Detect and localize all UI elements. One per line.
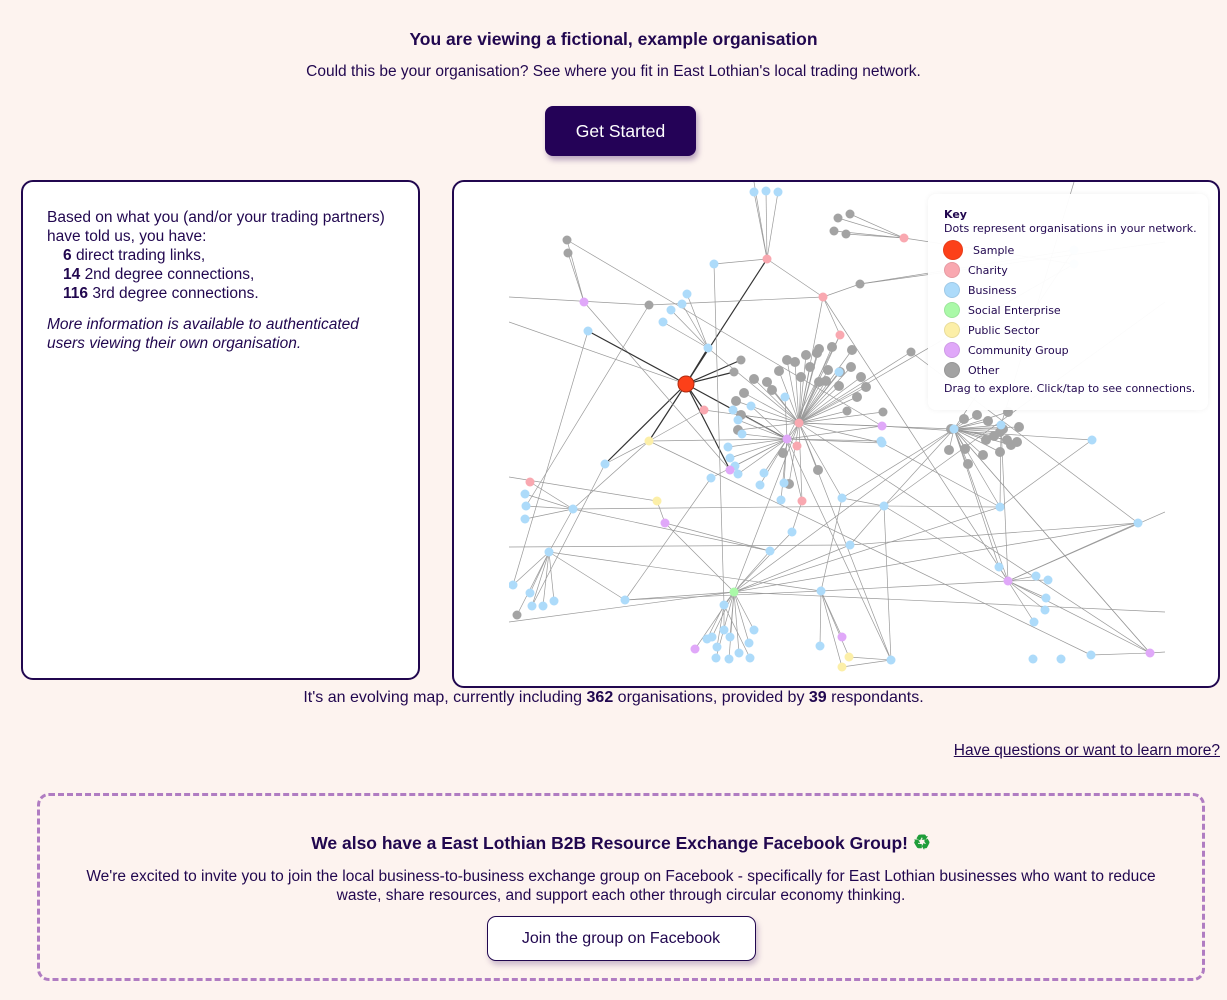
business-node[interactable] <box>734 416 743 425</box>
join-facebook-group-button[interactable]: Join the group on Facebook <box>487 916 756 961</box>
summary-middle: organisations, provided by <box>617 689 805 706</box>
business-node[interactable] <box>1029 655 1038 664</box>
other-node[interactable] <box>1012 437 1022 447</box>
business-node[interactable] <box>1032 572 1041 581</box>
business-node[interactable] <box>720 626 729 635</box>
business-node[interactable] <box>887 656 896 665</box>
network-graph-card[interactable] <box>452 180 1220 688</box>
business-node[interactable] <box>545 548 554 557</box>
page-subtitle: Could this be your organisation? See where you fit in East Lothian's local trading network. <box>306 63 921 80</box>
other-node[interactable] <box>821 376 831 386</box>
other-node[interactable] <box>879 408 888 417</box>
auth-note: More information is available to authenticated users viewing their own organisation. <box>47 316 359 352</box>
business-node[interactable] <box>621 596 630 605</box>
stat-value: 14 <box>63 266 81 283</box>
business-node[interactable] <box>712 654 721 663</box>
other-node[interactable] <box>959 414 969 424</box>
business-node[interactable] <box>816 642 825 651</box>
business-node[interactable] <box>521 490 530 499</box>
other-node[interactable] <box>823 365 833 375</box>
business-node[interactable] <box>522 502 531 511</box>
other-node[interactable] <box>960 444 970 454</box>
graph-key <box>928 194 1208 410</box>
public-node[interactable] <box>645 437 654 446</box>
business-node[interactable] <box>521 515 530 524</box>
key-item-sample <box>944 240 1208 260</box>
business-dot-icon <box>944 282 960 298</box>
other-node[interactable] <box>856 280 865 289</box>
stat-value: 116 <box>63 285 89 302</box>
key-item-community-group <box>944 340 1208 360</box>
get-started-button[interactable]: Get Started <box>545 106 696 156</box>
other-node[interactable] <box>842 230 851 239</box>
business-node[interactable] <box>781 393 790 402</box>
business-node[interactable] <box>1041 606 1050 615</box>
business-node[interactable] <box>1042 594 1051 603</box>
other-node[interactable] <box>812 348 822 358</box>
key-label: Community Group <box>968 343 1069 357</box>
facebook-promo-title-text: We also have a East Lothian B2B Resource Exchange Facebook Group! <box>311 833 908 853</box>
business-node[interactable] <box>846 541 855 550</box>
community-node[interactable] <box>783 435 792 444</box>
other-node[interactable] <box>852 392 862 402</box>
community-node[interactable] <box>580 298 589 307</box>
key-label: Sample <box>973 243 1015 257</box>
other-node[interactable] <box>846 210 855 219</box>
other-node[interactable] <box>564 249 573 258</box>
business-node[interactable] <box>1044 576 1053 585</box>
other-node[interactable] <box>778 448 788 458</box>
other-node[interactable] <box>963 459 973 469</box>
connections-summary-card <box>21 180 420 680</box>
business-node[interactable] <box>720 601 729 610</box>
stat-3rd-degree <box>47 284 394 303</box>
business-node[interactable] <box>1088 436 1097 445</box>
business-node[interactable] <box>526 589 535 598</box>
summary-prefix: It's an evolving map, currently including <box>303 689 583 706</box>
summary-suffix: respondants. <box>831 689 924 706</box>
social-enterprise-dot-icon <box>944 302 960 318</box>
other-node[interactable] <box>749 374 759 384</box>
other-node[interactable] <box>983 416 993 426</box>
charity-dot-icon <box>944 262 960 278</box>
key-label: Business <box>968 283 1017 297</box>
business-node[interactable] <box>725 655 734 664</box>
other-node[interactable] <box>731 396 741 406</box>
business-node[interactable] <box>550 597 559 606</box>
recycle-icon: ♻ <box>912 832 931 854</box>
business-node[interactable] <box>726 633 735 642</box>
key-label: Other <box>968 363 1000 377</box>
charity-node[interactable] <box>819 293 828 302</box>
key-label: Public Sector <box>968 323 1040 337</box>
business-node[interactable] <box>878 439 887 448</box>
other-node[interactable] <box>827 342 837 352</box>
business-node[interactable] <box>817 587 826 596</box>
business-node[interactable] <box>747 402 756 411</box>
other-node[interactable] <box>856 372 866 382</box>
other-node[interactable] <box>846 362 856 372</box>
community-node[interactable] <box>838 633 847 642</box>
key-item-charity <box>944 260 1208 280</box>
community-node[interactable] <box>1146 649 1155 658</box>
key-label: Social Enterprise <box>968 303 1061 317</box>
business-node[interactable] <box>777 496 786 505</box>
business-node[interactable] <box>1087 651 1096 660</box>
stat-direct-links <box>47 246 394 265</box>
business-node[interactable] <box>838 494 847 503</box>
business-node[interactable] <box>584 327 593 336</box>
business-node[interactable] <box>756 481 765 490</box>
business-node[interactable] <box>774 188 783 197</box>
community-node[interactable] <box>878 422 887 431</box>
business-node[interactable] <box>835 368 844 377</box>
sample-node[interactable] <box>678 376 694 392</box>
social-node[interactable] <box>730 588 739 597</box>
charity-node[interactable] <box>900 234 909 243</box>
business-node[interactable] <box>996 503 1005 512</box>
business-node[interactable] <box>726 454 735 463</box>
business-node[interactable] <box>750 626 759 635</box>
business-node[interactable] <box>713 643 722 652</box>
key-hint: Drag to explore. Click/tap to see connections. <box>944 382 1196 395</box>
other-node[interactable] <box>978 450 988 460</box>
facebook-group-promo <box>37 793 1205 981</box>
other-node[interactable] <box>830 227 839 236</box>
business-node[interactable] <box>704 344 713 353</box>
stat-2nd-degree <box>47 265 394 284</box>
business-node[interactable] <box>950 425 959 434</box>
other-node[interactable] <box>834 214 843 223</box>
community-node[interactable] <box>726 466 735 475</box>
other-node[interactable] <box>801 350 811 360</box>
business-node[interactable] <box>724 443 733 452</box>
business-node[interactable] <box>1134 519 1143 528</box>
other-node[interactable] <box>563 236 572 245</box>
stat-label: 2nd degree connections, <box>84 266 255 283</box>
business-node[interactable] <box>780 479 789 488</box>
organisation-count: 362 <box>586 689 614 706</box>
connections-intro: Based on what you (and/or your trading partners) have told us, you have: <box>47 209 385 245</box>
other-node[interactable] <box>774 366 784 376</box>
key-item-business <box>944 280 1208 300</box>
facebook-promo-title <box>40 830 1202 855</box>
business-node[interactable] <box>569 505 578 514</box>
page-title: You are viewing a fictional, example organisation <box>409 29 818 49</box>
other-node[interactable] <box>796 372 806 382</box>
business-node[interactable] <box>707 474 716 483</box>
key-label: Charity <box>968 263 1008 277</box>
business-node[interactable] <box>997 421 1006 430</box>
key-item-other <box>944 360 1208 380</box>
business-node[interactable] <box>528 602 537 611</box>
other-node[interactable] <box>737 356 746 365</box>
other-node[interactable] <box>995 447 1005 457</box>
business-node[interactable] <box>729 406 738 415</box>
business-node[interactable] <box>667 306 676 315</box>
business-node[interactable] <box>1030 618 1039 627</box>
key-description: Dots represent organisations in your network. <box>944 222 1197 235</box>
business-node[interactable] <box>995 563 1004 572</box>
business-node[interactable] <box>539 602 548 611</box>
business-node[interactable] <box>766 547 775 556</box>
respondant-count: 39 <box>808 689 827 706</box>
learn-more-link[interactable]: Have questions or want to learn more? <box>953 742 1220 759</box>
other-node[interactable] <box>813 465 823 475</box>
other-node[interactable] <box>847 345 857 355</box>
network-summary <box>0 689 1227 707</box>
community-node[interactable] <box>1004 577 1013 586</box>
stat-label: direct trading links, <box>75 247 206 264</box>
business-node[interactable] <box>678 300 687 309</box>
other-node[interactable] <box>981 435 991 445</box>
charity-node[interactable] <box>795 419 804 428</box>
other-node[interactable] <box>730 368 739 377</box>
business-node[interactable] <box>738 430 747 439</box>
charity-node[interactable] <box>700 406 709 415</box>
business-node[interactable] <box>659 318 668 327</box>
sample-dot-icon <box>943 240 963 260</box>
other-node[interactable] <box>513 611 522 620</box>
business-node[interactable] <box>880 502 889 511</box>
business-node[interactable] <box>762 187 771 196</box>
key-item-public-sector <box>944 320 1208 340</box>
other-node[interactable] <box>972 410 982 420</box>
other-node[interactable] <box>1014 422 1024 432</box>
business-node[interactable] <box>710 260 719 269</box>
public-sector-dot-icon <box>944 322 960 338</box>
charity-node[interactable] <box>836 331 845 340</box>
business-node[interactable] <box>745 639 754 648</box>
public-node[interactable] <box>838 663 847 672</box>
business-node[interactable] <box>601 460 610 469</box>
business-node[interactable] <box>735 649 744 658</box>
community-group-dot-icon <box>944 342 960 358</box>
other-node[interactable] <box>767 385 777 395</box>
other-dot-icon <box>944 362 960 378</box>
other-node[interactable] <box>739 388 749 398</box>
business-node[interactable] <box>703 635 712 644</box>
community-node[interactable] <box>661 519 670 528</box>
business-node[interactable] <box>734 470 743 479</box>
business-node[interactable] <box>788 528 797 537</box>
business-node[interactable] <box>760 469 769 478</box>
business-node[interactable] <box>1057 655 1066 664</box>
key-title: Key <box>944 208 967 221</box>
public-node[interactable] <box>653 497 662 506</box>
business-node[interactable] <box>746 654 755 663</box>
other-node[interactable] <box>805 362 815 372</box>
charity-node[interactable] <box>763 255 772 264</box>
public-node[interactable] <box>845 653 854 662</box>
charity-node[interactable] <box>793 442 802 451</box>
other-node[interactable] <box>907 348 916 357</box>
stat-label: 3rd degree connections. <box>92 285 259 302</box>
charity-node[interactable] <box>526 478 535 487</box>
other-node[interactable] <box>834 381 844 391</box>
other-node[interactable] <box>645 301 654 310</box>
community-node[interactable] <box>691 645 700 654</box>
business-node[interactable] <box>683 290 692 299</box>
charity-node[interactable] <box>798 497 807 506</box>
other-node[interactable] <box>790 357 800 367</box>
key-item-social-enterprise <box>944 300 1208 320</box>
business-node[interactable] <box>509 581 518 590</box>
business-node[interactable] <box>750 188 759 197</box>
other-node[interactable] <box>944 445 954 455</box>
facebook-promo-text: We're excited to invite you to join the local business-to-business exchange group on Facebook - specifically for East Lothian businesses who want to reduce waste, share resources, and support each other through circular economy thinking. <box>86 868 1156 904</box>
other-node[interactable] <box>861 382 871 392</box>
stat-value: 6 <box>63 247 72 264</box>
other-node[interactable] <box>843 407 852 416</box>
